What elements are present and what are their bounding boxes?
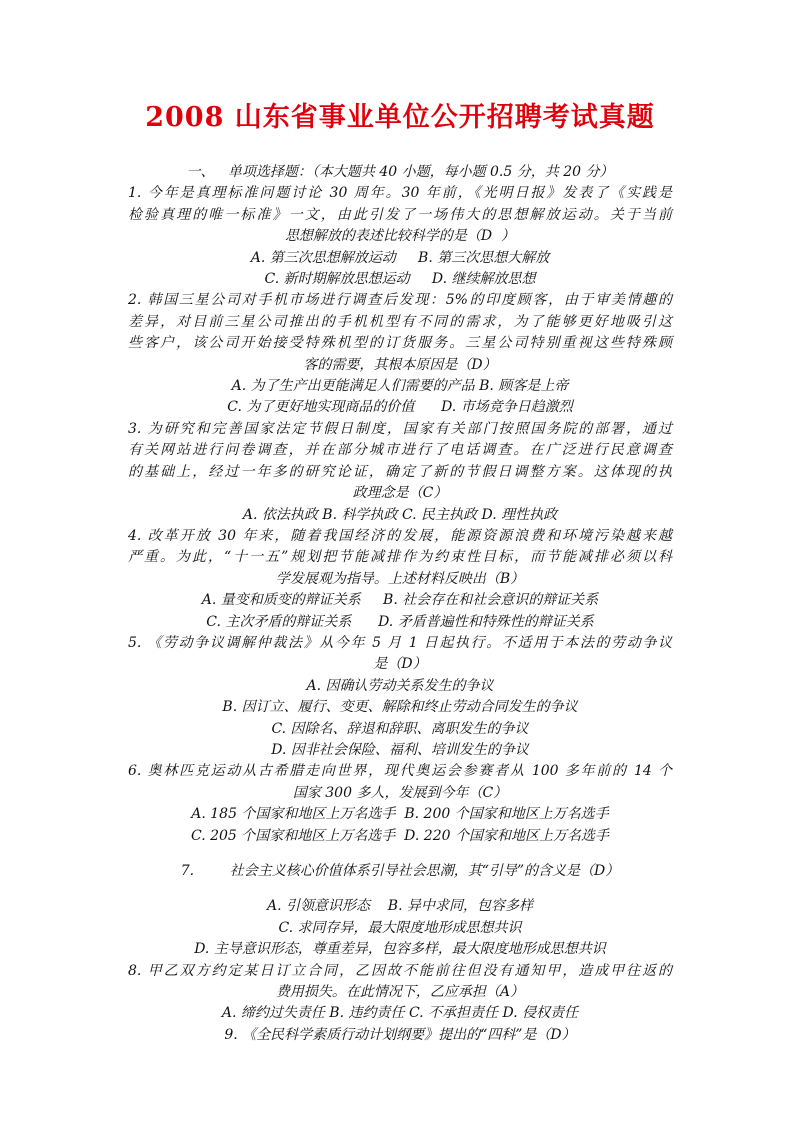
question-2-text: 客的需要，其根本原因是（D）	[303, 356, 497, 373]
question-8-text: 费用损失。在此情况下，乙应承担（A）	[275, 984, 525, 1001]
question-2-text: 2. 韩国三星公司对手机市场进行调查后发现：5%的印度顾客，由于审美情趣的	[128, 292, 672, 309]
question-5-option: B. 因订立、履行、变更、解除和终止劳动合同发生的争议	[222, 699, 578, 716]
question-5-option: D. 因非社会保险、福利、培训发生的争议	[271, 741, 529, 758]
question-4-text: 4. 改革开放 30 年来，随着我国经济的发展，能源资源浪费和环境污染越来越	[128, 527, 672, 544]
spacer	[128, 847, 672, 861]
question-3-text: 的基础上，经过一年多的研究论证，确定了新的节假日调整方案。这体现的执	[128, 463, 672, 480]
question-list	[128, 162, 672, 1046]
question-5-option: C. 因除名、辞退和辞职、离职发生的争议	[271, 720, 529, 737]
question-2-text: 差异，对目前三星公司推出的手机机型有不同的需求，为了能够更好地吸引这	[128, 313, 672, 330]
question-8-options: A. 缔约过失责任 B. 违约责任 C. 不承担责任 D. 侵权责任	[221, 1005, 579, 1022]
question-2-options: A. 为了生产出更能满足人们需要的产品 B. 顾客是上帝	[231, 378, 569, 395]
question-3-text: 有关网站进行问卷调查，并在部分城市进行了电话调查。在广泛进行民意调查	[128, 442, 672, 459]
question-1-options: C. 新时期解放思想运动 D. 继续解放思想	[264, 271, 536, 288]
question-6-options: C. 205 个国家和地区上万名选手 D. 220 个国家和地区上万名选手	[191, 827, 609, 844]
question-1-options: A. 第三次思想解放运动 B. 第三次思想大解放	[250, 249, 550, 266]
question-1-text: 1. 今年是真理标准问题讨论 30 周年。30 年前，《光明日报》发表了《实践是	[128, 185, 672, 202]
question-6-text: 6. 奥林匹克运动从古希腊走向世界，现代奥运会参赛者从 100 多年前的 14 个	[128, 763, 672, 780]
question-9-text: 9. 《全民科学素质行动计划纲要》提出的“四科”是（D）	[224, 1026, 576, 1043]
question-4-options: C. 主次矛盾的辩证关系 D. 矛盾普遍性和特殊性的辩证关系	[206, 613, 594, 630]
question-4-options: A. 量变和质变的辩证关系 B. 社会存在和社会意识的辩证关系	[201, 592, 599, 609]
question-6-options: A. 185 个国家和地区上万名选手 B. 200 个国家和地区上万名选手	[191, 806, 609, 823]
question-2-options: C. 为了更好地实现商品的价值 D. 市场竞争日趋激烈	[227, 399, 573, 416]
question-6-text: 国家 300 多人，发展到今年（C）	[292, 784, 508, 801]
question-7-option: D. 主导意识形态，尊重差异，包容多样，最大限度地形成思想共识	[194, 941, 606, 958]
section-heading: 一、 单项选择题：（本大题共 40 小题，每小题 0.5 分，共 20 分）	[186, 164, 614, 180]
question-4-text: 学发展观为指导。上述材料反映出（B）	[275, 570, 525, 587]
question-5-text: 5. 《劳动争议调解仲裁法》从今年 5 月 1 日起执行。不适用于本法的劳动争议	[128, 634, 672, 651]
question-3-text: 3. 为研究和完善国家法定节假日制度，国家有关部门按照国务院的部署，通过	[128, 420, 672, 437]
spacer	[128, 882, 672, 896]
question-5-text: 是（D）	[373, 656, 427, 673]
question-3-text: 政理念是（C）	[352, 485, 448, 502]
page-title: 2008 山东省事业单位公开招聘考试真题	[145, 102, 655, 133]
question-3-options: A. 依法执政 B. 科学执政 C. 民主执政 D. 理性执政	[242, 506, 558, 523]
question-8-text: 8. 甲乙双方约定某日订立合同，乙因故不能前往但没有通知甲，造成甲往返的	[128, 962, 672, 979]
question-7-options: A. 引领意识形态 B. 异中求同，包容多样	[267, 898, 533, 915]
question-5-option: A. 因确认劳动关系发生的争议	[306, 677, 494, 694]
question-1-text: 思想解放的表述比较科学的是（D ）	[284, 228, 516, 245]
question-7-option: C. 求同存异，最大限度地形成思想共识	[278, 919, 522, 936]
question-1-text: 检验真理的唯一标准》一文，由此引发了一场伟大的思想解放运动。关于当前	[128, 206, 672, 223]
question-7-text: 7. 社会主义核心价值体系引导社会思潮，其“引导”的含义是（D）	[180, 863, 620, 879]
question-4-text: 严重。为此，“十一五”规划把节能减排作为约束性目标，而节能减排必须以科	[128, 549, 672, 566]
question-2-text: 些客户，该公司开始接受特殊机型的订货服务。三星公司特别重视这些特殊顾	[128, 335, 672, 352]
